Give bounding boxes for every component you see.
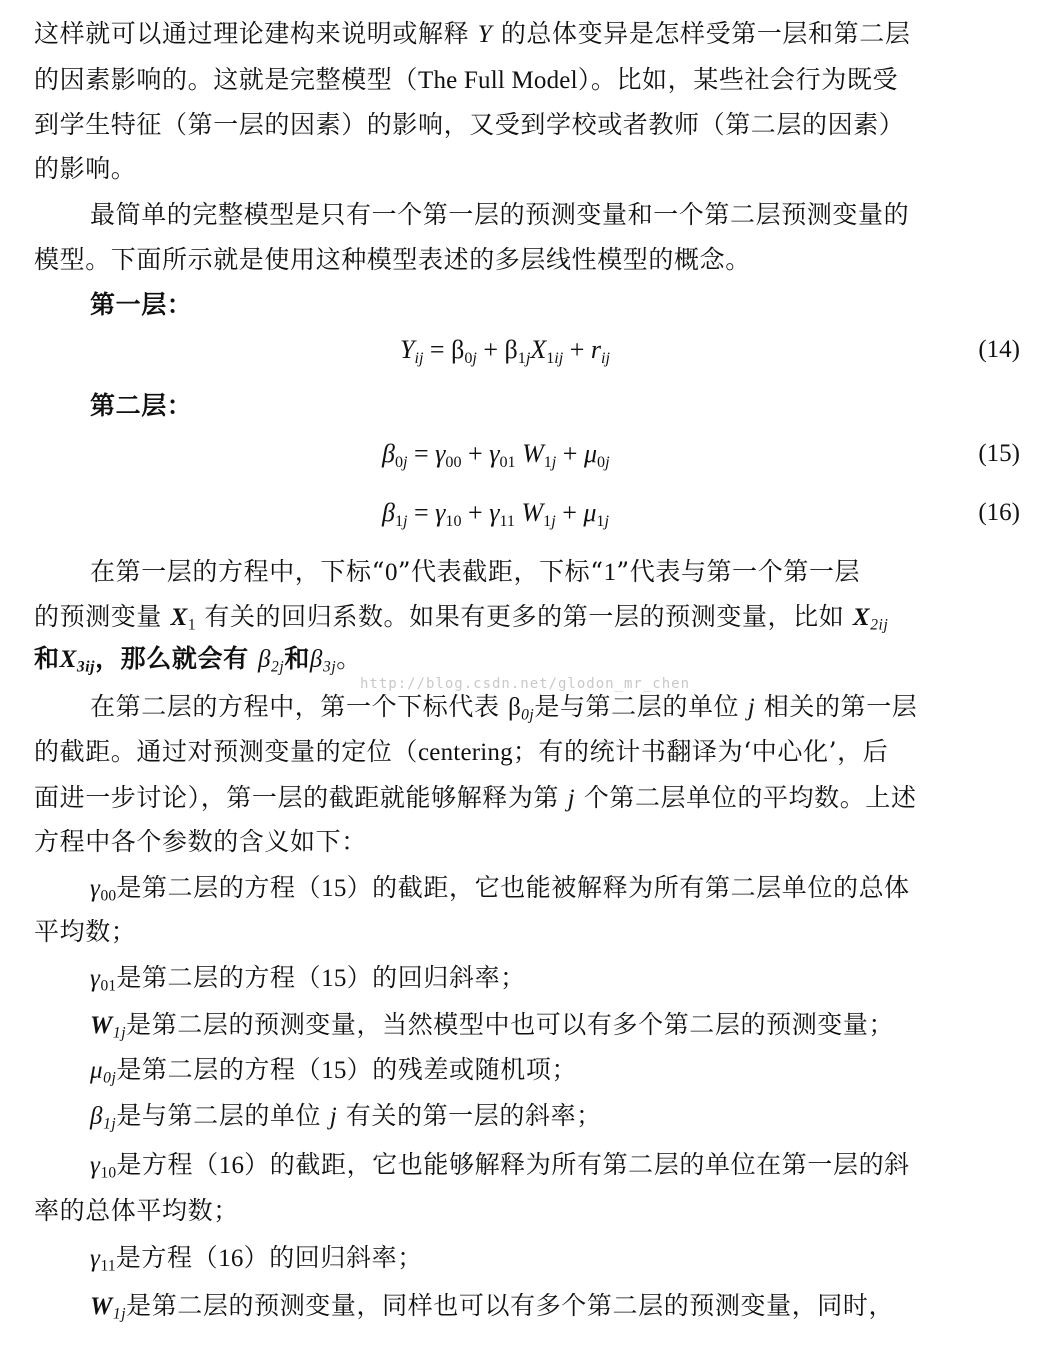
def-w1j: $W_{1j}$是第二层的预测变量，当然模型中也可以有多个第二层的预测变量； <box>90 1010 895 1042</box>
para1-line3: 到学生特征（第一层的因素）的影响，又受到学校或者教师（第二层的因素） <box>34 110 905 139</box>
para2-line1: 最简单的完整模型是只有一个第一层的预测变量和一个第二层预测变量的 <box>90 200 910 229</box>
def-gamma11: $\gamma_{11}$是方程（16）的回归斜率； <box>90 1243 423 1275</box>
para3-line1: 在第一层的方程中，下标“0”代表截距，下标“1”代表与第一个第一层 <box>90 557 861 586</box>
level2-heading: 第二层： <box>90 391 193 420</box>
def-gamma01: $\gamma_{01}$是第二层的方程（15）的回归斜率； <box>90 963 526 995</box>
def-gamma10-line2: 率的总体平均数； <box>34 1196 239 1225</box>
equation-15: $\beta_{0j} = \gamma_{00} + \gamma_{01}$ $W_{1j} + \mu_{0j}$ <box>382 439 610 471</box>
equation-number-16: (16) <box>978 499 1020 526</box>
def-mu0j: $\mu_{0j}$是第二层的方程（15）的残差或随机项； <box>90 1055 578 1087</box>
para3-line2: 的预测变量 $X_1$ 有关的回归系数。如果有更多的第一层的预测变量，比如 $X_{2ij}$ <box>34 602 889 634</box>
para4-line2: 的截距。通过对预测变量的定位（centering；有的统计书翻译为‘中心化’，后 <box>34 737 889 766</box>
para1-line1: 这样就可以通过理论建构来说明或解释 Y 的总体变异是怎样受第一层和第二层 <box>34 19 911 48</box>
def-beta1j: $\beta_{1j}$是与第二层的单位 j 有关的第一层的斜率； <box>90 1101 602 1133</box>
para1-line4: 的影响。 <box>34 154 137 183</box>
para2-line2: 模型。下面所示就是使用这种模型表述的多层线性模型的概念。 <box>34 245 751 274</box>
level1-heading: 第一层： <box>90 290 193 319</box>
def-gamma00-line1: $\gamma_{00}$是第二层的方程（15）的截距，它也能被解释为所有第二层单位的总体 <box>90 873 910 905</box>
para4-line3: 面进一步讨论），第一层的截距就能够解释为第 j 个第二层单位的平均数。上述 <box>34 783 917 812</box>
var-y: Y <box>477 21 493 48</box>
para1-line2: 的因素影响的。这就是完整模型（The Full Model）。比如，某些社会行为既受 <box>34 65 899 94</box>
equation-number-15: (15) <box>978 440 1020 467</box>
equation-number-14: (14) <box>978 336 1020 363</box>
def-w1j-second: $W_{1j}$是第二层的预测变量，同样也可以有多个第二层的预测变量，同时， <box>90 1291 895 1323</box>
para4-line1: 在第二层的方程中，第一个下标代表 $\beta_{0j}$是与第二层的单位 j 相关的第一层 <box>90 692 918 724</box>
para3-line3: 和$X_{3ij}$，那么就会有 $\beta_{2j}$和$\beta_{3j}$。 <box>34 644 362 676</box>
watermark-text: http://blog.csdn.net/glodon_mr_chen <box>360 676 691 692</box>
para4-line4: 方程中各个参数的含义如下： <box>34 827 367 856</box>
equation-14: $Y_{ij} = \beta_{0j} + \beta_{1j}X_{1ij} + r_{ij}$ <box>400 335 610 367</box>
def-gamma00-line2: 平均数； <box>34 917 137 946</box>
def-gamma10-line1: $\gamma_{10}$是方程（16）的截距，它也能够解释为所有第二层的单位在第一层的斜 <box>90 1150 910 1182</box>
equation-16: $\beta_{1j} = \gamma_{10} + \gamma_{11}$ $W_{1j} + \mu_{1j}$ <box>382 498 609 530</box>
